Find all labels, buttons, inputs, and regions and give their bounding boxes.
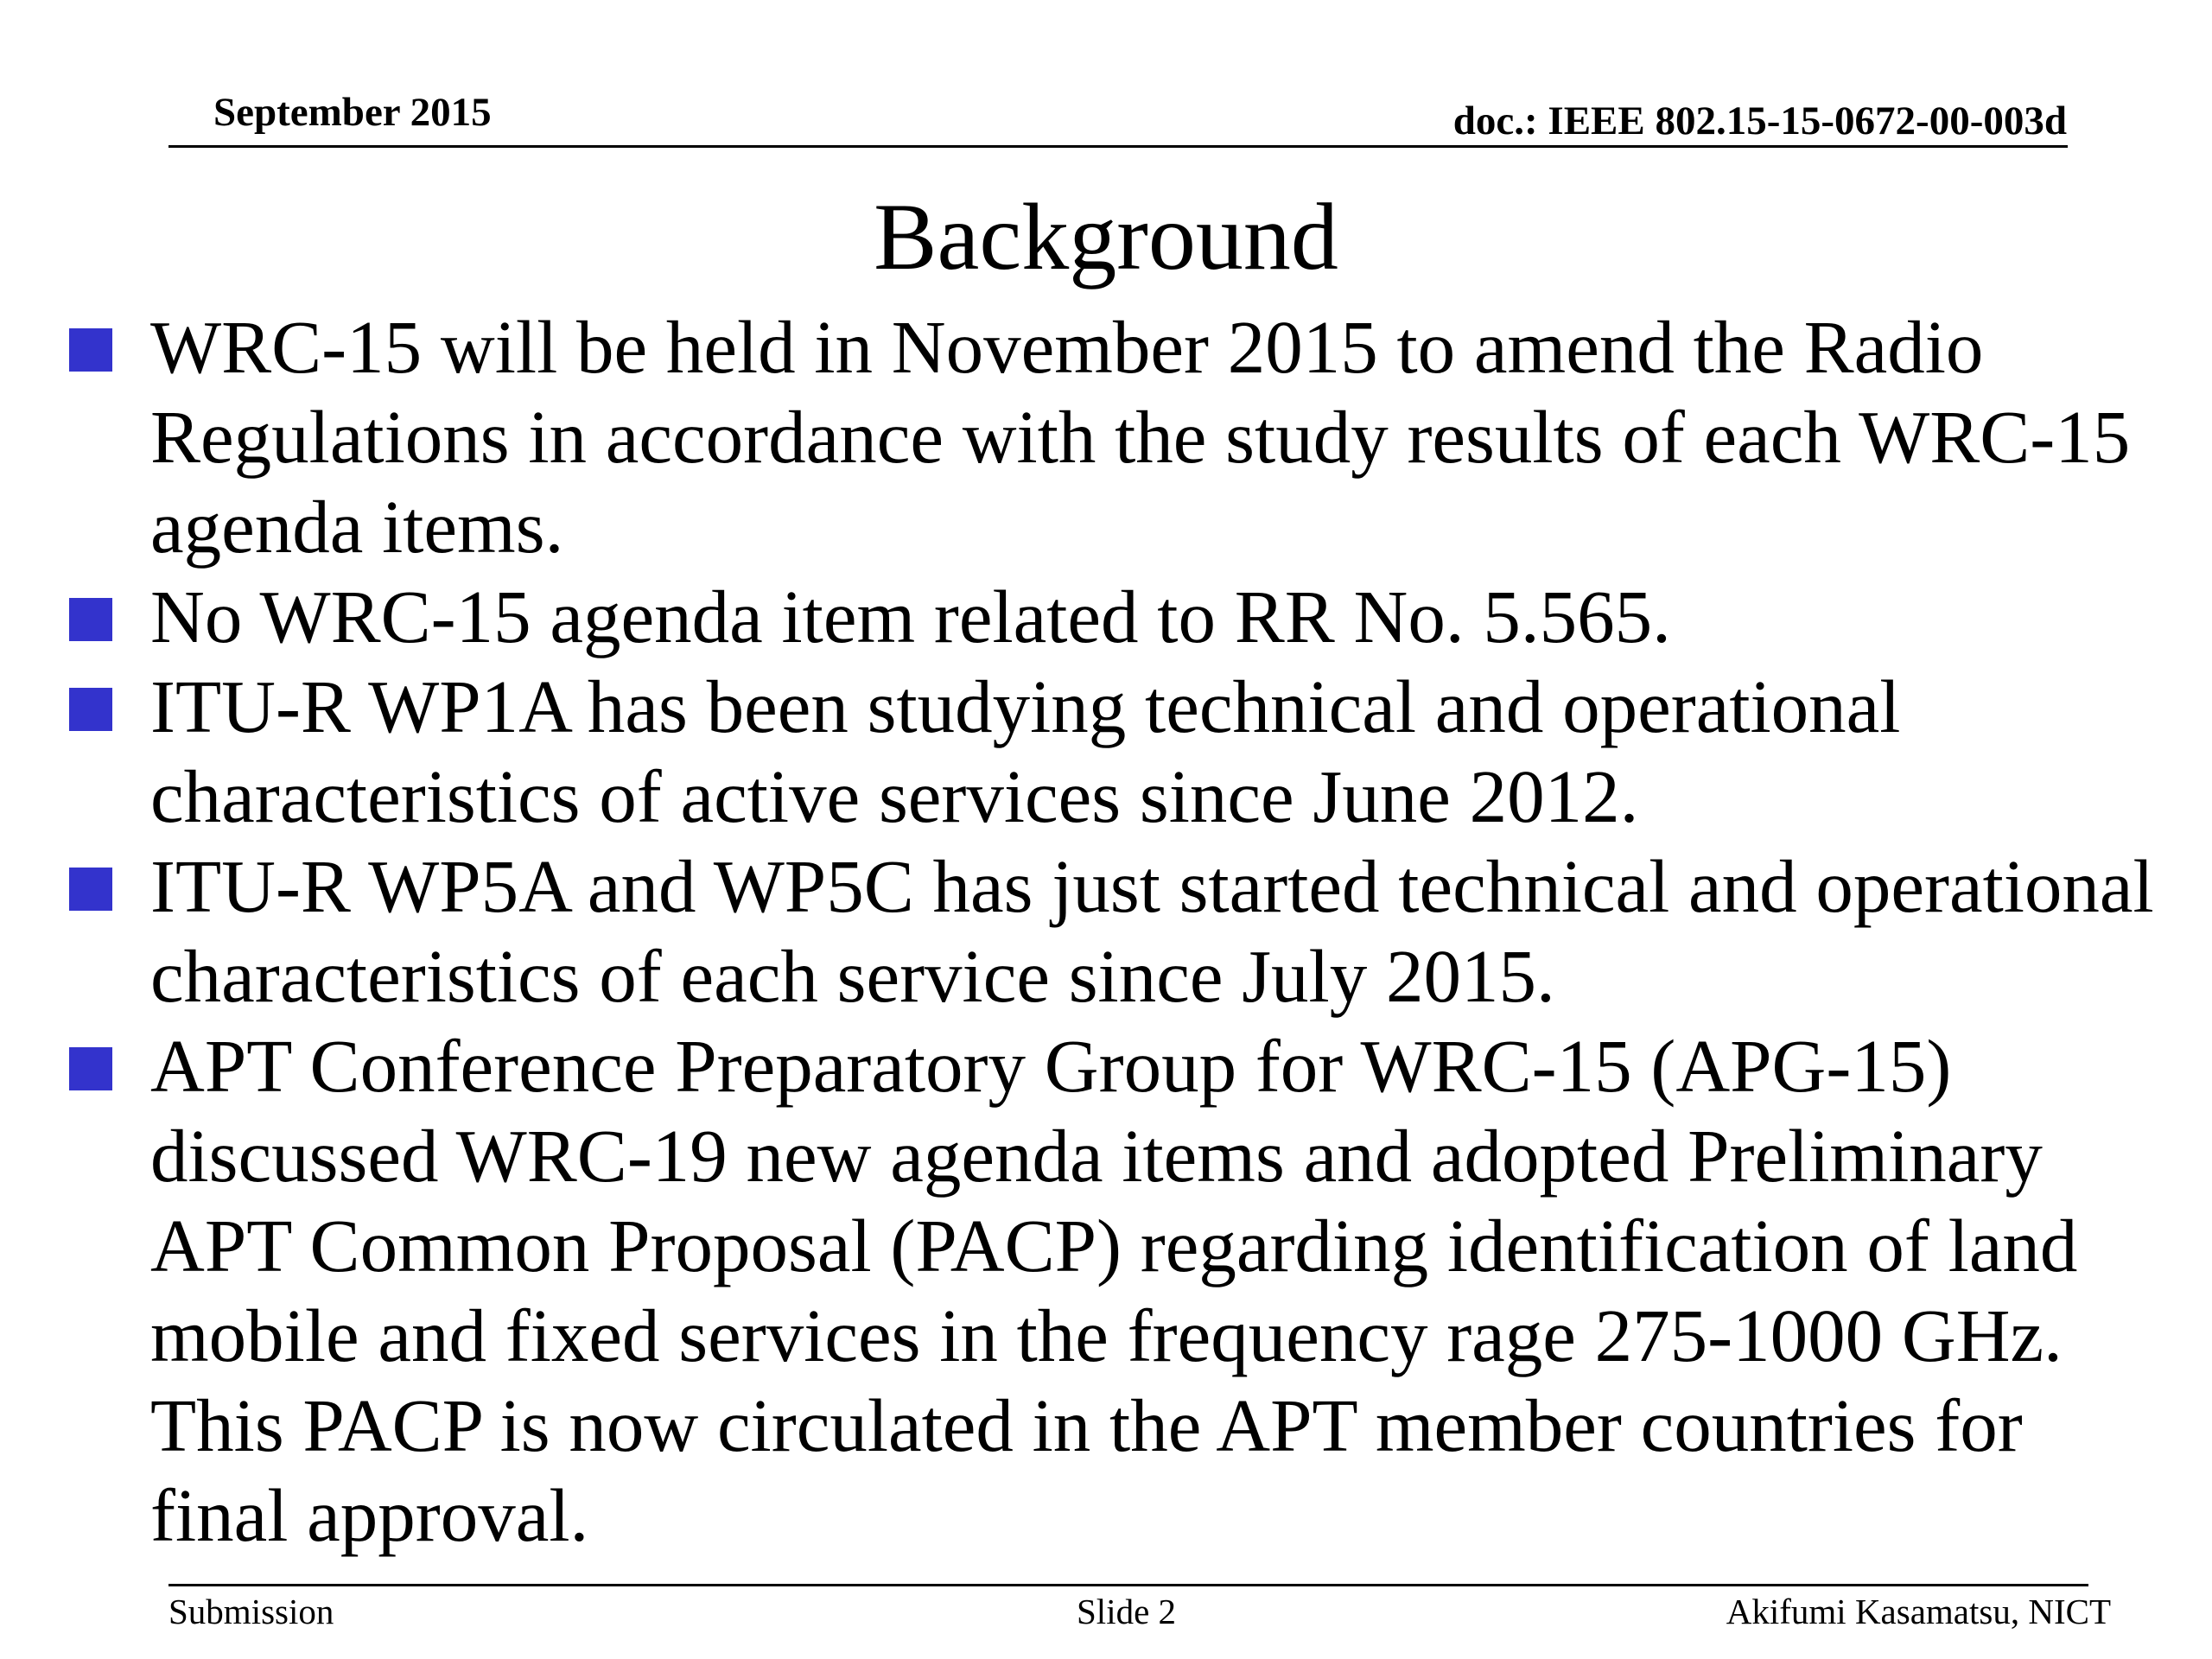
bullet-text: ITU-R WP1A has been studying technical and operational characteristics of active services since June 2012.	[150, 664, 1901, 838]
header-doc-id: doc.: IEEE 802.15-15-0672-00-003d	[1452, 99, 2067, 143]
square-bullet-icon	[69, 868, 112, 911]
header-date: September 2015	[213, 90, 492, 135]
footer-submission: Submission	[168, 1592, 334, 1631]
square-bullet-icon	[69, 598, 112, 641]
bullet-text: APT Conference Preparatory Group for WRC-15 (APG-15) discussed WRC-19 new agenda items and adopted Preliminary APT Common Proposal (PACP) regarding identification of land mobile and fixed services in the frequency rage 275-1000 GHz. This PACP is now circulated in the APT member countries for final approval.	[150, 1024, 2078, 1557]
square-bullet-icon	[69, 688, 112, 731]
slide-title: Background	[874, 184, 1338, 289]
bullet-item	[69, 662, 2177, 842]
header-divider	[168, 145, 2068, 148]
bullet-item	[69, 572, 2177, 662]
footer-divider	[168, 1584, 2088, 1586]
footer-slide-number: Slide 2	[1077, 1592, 1177, 1631]
square-bullet-icon	[69, 328, 112, 372]
footer-author: Akifumi Kasamatsu, NICT	[1726, 1592, 2111, 1631]
bullet-item	[69, 302, 2177, 572]
bullet-list	[69, 302, 2177, 1560]
square-bullet-icon	[69, 1047, 112, 1090]
bullet-text: No WRC-15 agenda item related to RR No. 5.565.	[150, 575, 1671, 658]
bullet-text: ITU-R WP5A and WP5C has just started technical and operational characteristics of each service since July 2015.	[150, 844, 2154, 1018]
bullet-item	[69, 842, 2177, 1021]
bullet-item	[69, 1021, 2177, 1560]
bullet-text: WRC-15 will be held in November 2015 to amend the Radio Regulations in accordance with the study results of each WRC-15 agenda items.	[150, 305, 2131, 569]
